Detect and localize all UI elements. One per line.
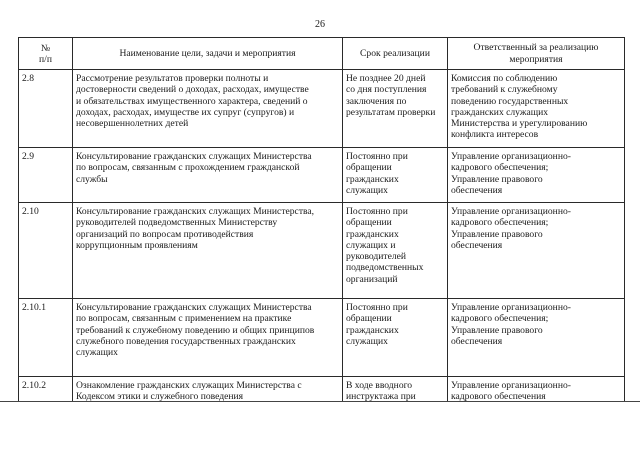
- page-bottom-blank: [0, 402, 640, 453]
- row-number: 2.9: [19, 148, 73, 203]
- row-responsible: Комиссия по соблюдению требований к служебному поведению государственных гражданских служащих Министерства и урегулированию конфликта интересов: [448, 70, 625, 148]
- row-term: Постоянно при обращении гражданских служащих: [343, 148, 448, 203]
- table-row: [19, 203, 625, 299]
- header-term: Срок реализации: [343, 38, 448, 70]
- table-row: [19, 148, 625, 203]
- row-number: 2.8: [19, 70, 73, 148]
- row-name: Консультирование гражданских служащих Министерства по вопросам, связанным с прохождением гражданской службы: [73, 148, 343, 203]
- row-responsible: Управление организационно- кадрового обеспечения; Управление правового обеспечения: [448, 203, 625, 299]
- row-term: Постоянно при обращении гражданских служащих: [343, 299, 448, 377]
- row-name: Консультирование гражданских служащих Министерства по вопросам, связанным с применением на практике требований к служебному поведению и общих принципов служебного поведения государственных гражданских служащих: [73, 299, 343, 377]
- row-name: Рассмотрение результатов проверки полноты и достоверности сведений о доходах, расходах, имуществе и обязательствах имущественного характера, сведений о доходах, расходах, имуществе их супруг (супругов) и несовершеннолетних детей: [73, 70, 343, 148]
- table-header-row: [19, 38, 625, 70]
- row-number: 2.10.1: [19, 299, 73, 377]
- row-name: Ознакомление гражданских служащих Министерства с Кодексом этики и служебного поведения: [73, 377, 343, 413]
- row-term: Постоянно при обращении гражданских служащих и руководителей подведомственных организаций: [343, 203, 448, 299]
- row-term: В ходе вводного инструктажа при: [343, 377, 448, 413]
- table-row: [19, 70, 625, 148]
- row-responsible: Управление организационно- кадрового обеспечения: [448, 377, 625, 413]
- row-name: Консультирование гражданских служащих Министерства, руководителей подведомственных Министерству организаций по вопросам противодействия коррупционным проявлениям: [73, 203, 343, 299]
- row-term: Не позднее 20 дней со дня поступления заключения по результатам проверки: [343, 70, 448, 148]
- header-responsible: Ответственный за реализацию мероприятия: [448, 38, 625, 70]
- header-name: Наименование цели, задачи и мероприятия: [73, 38, 343, 70]
- row-responsible: Управление организационно- кадрового обеспечения; Управление правового обеспечения: [448, 299, 625, 377]
- header-number: № п/п: [19, 38, 73, 70]
- measures-table: [18, 37, 625, 413]
- row-number: 2.10.2: [19, 377, 73, 413]
- table-row: [19, 299, 625, 377]
- page-number: 26: [315, 19, 325, 30]
- row-number: 2.10: [19, 203, 73, 299]
- row-responsible: Управление организационно- кадрового обеспечения; Управление правового обеспечения: [448, 148, 625, 203]
